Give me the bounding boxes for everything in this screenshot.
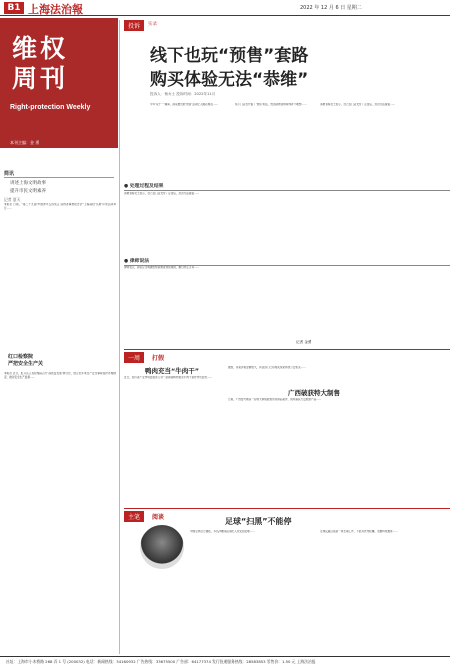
sidebar-subhead: 红口检察院 严把安全生产关 <box>8 354 44 367</box>
story-2-title: 广西破获特大制售 <box>288 389 340 397</box>
chief-editor: 本刊主编：金 勇 <box>10 140 40 145</box>
feature-col-2: 线下门店也开始了‘预售’玩法，然而消费者体验却并不理想…… <box>235 103 307 106</box>
zhuantan-text-1: 中国足协近日通报，多名涉嫌违法违纪人员受到处理…… <box>190 530 255 533</box>
story-1-title: 鸭肉充当“牛肉干” <box>145 367 200 375</box>
title-line-2: 周刊 <box>12 64 69 93</box>
author-photo <box>140 525 184 569</box>
headline-line-2: 购买体验无法“恭维” <box>150 70 309 90</box>
jianxun-item: 讲述上海文明故事 <box>10 181 46 186</box>
feature-headline <box>150 44 430 92</box>
zhuantan-title: 足球“扫黑”不能停 <box>225 517 292 526</box>
section-title <box>12 34 68 94</box>
section-subtitle: Right-protection Weekly <box>10 104 91 111</box>
process-text: 消费者杨女士表示，自己在门店支付了定金后，迟迟无法提货…… <box>124 192 200 195</box>
sidebar-article-2: 本报讯 近日，虹口区人民检察院召开‘高质量发展’研讨会，结合近年来生产安全事故案件办理情况，推动安全生产监督…… <box>4 372 116 380</box>
feature-tag-2: 实录 <box>148 22 157 27</box>
page-number: B1 <box>4 2 24 14</box>
zhuantan-rule <box>124 508 450 509</box>
feature-col-3: 消费者杨女士表示，自己在门店支付了定金后，迟迟无法提货…… <box>320 103 396 106</box>
lawyer-heading: ● 律师说法 <box>124 257 450 266</box>
daida-tag-2: 打假 <box>152 355 165 362</box>
column-divider <box>119 20 120 654</box>
issue-date: 2022 年 12 月 6 日 星期二 <box>300 5 362 11</box>
lawyer-text: 律师表示，商家应当明确告知消费者预售规则，履行约定义务…… <box>124 266 200 269</box>
process-heading: ● 处理过程及结果 <box>124 182 450 191</box>
zhuantan-tag: 主笔 <box>124 511 144 522</box>
sidebar-article-1: 本报讯 日前，“第二十九届‘中国青年五四奖章’获得者事迹报告会”上海高校‘名师’评选活动举行…… <box>4 203 116 211</box>
zhuantan-tag-2: 阅谈 <box>152 514 165 521</box>
masthead: 上海法治報 <box>28 3 83 16</box>
daida-rule <box>124 349 450 350</box>
headline-line-1: 线下也玩“预售”套路 <box>150 46 309 66</box>
sidebar-reporter: 记者 夏天 <box>4 197 21 202</box>
jianxun-item: 提升市民文明素养 <box>10 189 46 194</box>
page-footer: 社址：上海市小木桥路 268 弄 1 号 (200032) 电话：新闻热线：34160932 广告热线：33675500 广告部：64177374 发行投递服务热线：28583853 零售价：1.50 元 上海法治报 <box>0 656 450 668</box>
feature-byline: 投诉人：杨女士 投诉时间：2022年11月 <box>150 92 216 96</box>
daida-tag: 一周 <box>124 352 144 363</box>
zhuantan-text-2: 足球反腐扫黑是一项长期工作，不能有丝毫松懈，需要持续推进…… <box>320 530 398 533</box>
feature-col-1: 今年‘双十一’期间，商家推出的‘预售’活动让人眼花缭乱…… <box>150 103 219 106</box>
feature-signature: 记者 金勇 <box>296 340 312 344</box>
story-1-cont: 据悉，该案涉案金额较大，执法部门已将相关线索移送公安机关…… <box>228 366 306 369</box>
feature-tag: 投诉 <box>124 20 144 31</box>
story-2-text: 日前，广西警方破获一起特大制售假冒伪劣商品案件，现场查获大量假冒产品…… <box>228 398 322 401</box>
jianxun-heading: 简讯 <box>4 170 114 178</box>
story-1-text: 近日，四川省广安市场监管部门对一起销售鸭肉冒充牛肉干案件作出处罚…… <box>124 376 213 379</box>
title-line-1: 维权 <box>12 34 69 63</box>
